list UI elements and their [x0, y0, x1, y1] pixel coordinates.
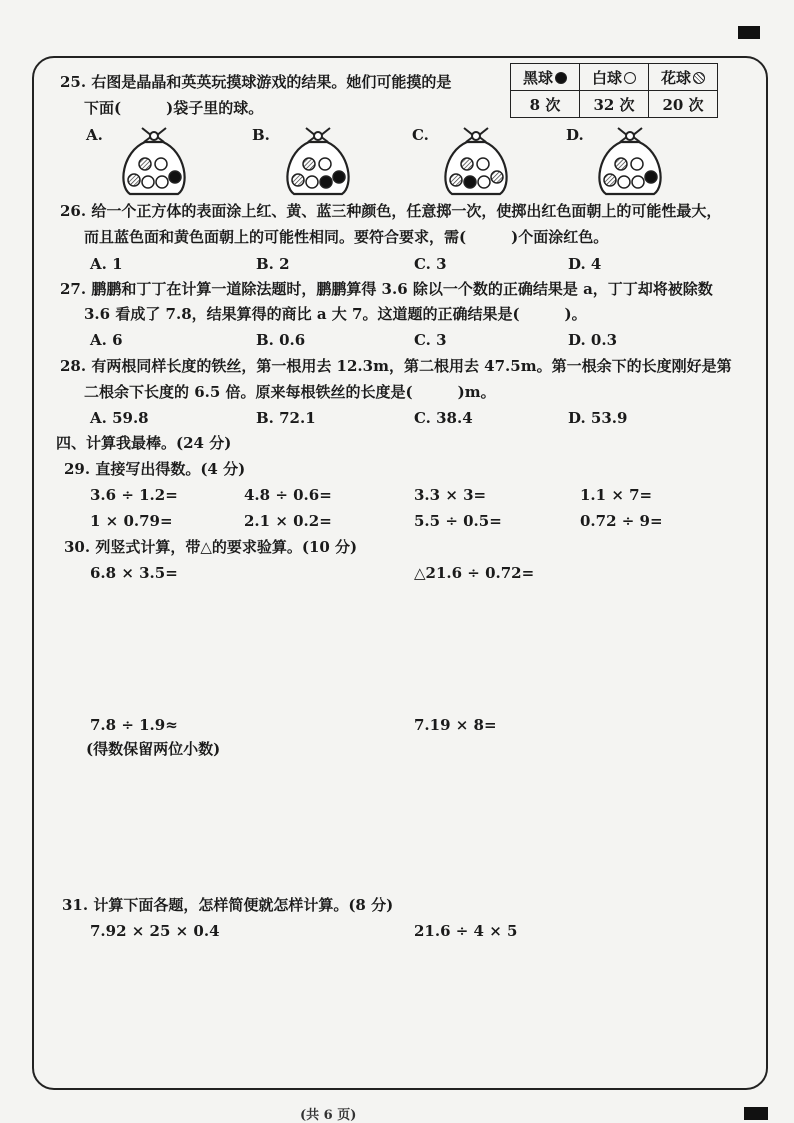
q27-option-c: C. 3 [414, 331, 447, 349]
bag-c-icon [436, 120, 516, 200]
q25-option-a-label: A. [86, 126, 103, 144]
ball-result-table [510, 63, 718, 118]
q30-item-4: 7.19 × 8= [414, 716, 497, 734]
header-white-ball: 白球 [580, 64, 649, 91]
registration-mark-top [738, 26, 760, 39]
bag-a-icon [114, 120, 194, 200]
q28-option-b: B. 72.1 [256, 409, 316, 427]
q29-r2c4: 0.72 ÷ 9= [580, 512, 663, 530]
q27-option-d: D. 0.3 [568, 331, 618, 349]
q25-option-b-label: B. [252, 126, 270, 144]
q27-line2: 3.6 看成了 7.8，结果算得的商比 a 大 7。这道题的正确结果是( )。 [84, 305, 587, 323]
q29-r2c2: 2.1 × 0.2= [244, 512, 332, 530]
q25-line2: 下面( )袋子里的球。 [84, 99, 264, 117]
q30-note: (得数保留两位小数) [86, 740, 221, 758]
q29-r2c3: 5.5 ÷ 0.5= [414, 512, 502, 530]
q27-line1: 27. 鹏鹏和丁丁在计算一道除法题时，鹏鹏算得 3.6 除以一个数的正确结果是 a，丁丁却将被除数 [60, 280, 713, 298]
q26-option-b: B. 2 [256, 255, 290, 273]
q26-option-c: C. 3 [414, 255, 447, 273]
black-ball-icon [555, 72, 567, 84]
q26-option-d: D. 4 [568, 255, 602, 273]
count-white: 32 次 [580, 91, 649, 118]
q26-line1: 26. 给一个正方体的表面涂上红、黄、蓝三种颜色，任意掷一次，使掷出红色面朝上的可能性最大， [60, 202, 722, 220]
q27-option-b: B. 0.6 [256, 331, 306, 349]
q28-option-a: A. 59.8 [90, 409, 149, 427]
registration-mark-bottom [744, 1107, 768, 1120]
q29-r2c1: 1 × 0.79= [90, 512, 173, 530]
q26-option-a: A. 1 [90, 255, 123, 273]
q29-r1c2: 4.8 ÷ 0.6= [244, 486, 332, 504]
q28-line2: 二根余下长度的 6.5 倍。原来每根铁丝的长度是( )m。 [84, 383, 496, 401]
q29-r1c1: 3.6 ÷ 1.2= [90, 486, 178, 504]
q27-option-a: A. 6 [90, 331, 123, 349]
header-black-ball: 黑球 [511, 64, 580, 91]
count-flower: 20 次 [649, 91, 718, 118]
q29-r1c4: 1.1 × 7= [580, 486, 653, 504]
header-flower-ball: 花球 [649, 64, 718, 91]
q30-title: 30. 列竖式计算，带△的要求验算。(10 分) [64, 538, 358, 556]
q25-option-d-label: D. [566, 126, 584, 144]
page-footer: (共 6 页) [300, 1108, 357, 1123]
q29-title: 29. 直接写出得数。(4 分) [64, 460, 246, 478]
q30-item-2: △21.6 ÷ 0.72= [414, 564, 535, 582]
q31-title: 31. 计算下面各题，怎样简便就怎样计算。(8 分) [62, 896, 394, 914]
count-black: 8 次 [511, 91, 580, 118]
q29-r1c3: 3.3 × 3= [414, 486, 487, 504]
q26-line2: 而且蓝色面和黄色面朝上的可能性相同。要符合要求，需( )个面涂红色。 [84, 228, 609, 246]
q31-item-2: 21.6 ÷ 4 × 5 [414, 922, 518, 940]
bag-d-icon [590, 120, 670, 200]
q30-item-1: 6.8 × 3.5= [90, 564, 178, 582]
q25-option-c-label: C. [412, 126, 429, 144]
white-ball-icon [624, 72, 636, 84]
q30-item-3: 7.8 ÷ 1.9≈ [90, 716, 178, 734]
flower-ball-icon [693, 72, 705, 84]
q28-line1: 28. 有两根同样长度的铁丝，第一根用去 12.3m，第二根用去 47.5m。第一根余下的长度刚好是第 [60, 357, 732, 375]
section-4-title: 四、计算我最棒。(24 分) [56, 434, 232, 452]
q28-option-c: C. 38.4 [414, 409, 473, 427]
q28-option-d: D. 53.9 [568, 409, 628, 427]
bag-b-icon [278, 120, 358, 200]
q31-item-1: 7.92 × 25 × 0.4 [90, 922, 220, 940]
q25-line1: 25. 右图是晶晶和英英玩摸球游戏的结果。她们可能摸的是 [60, 73, 452, 91]
